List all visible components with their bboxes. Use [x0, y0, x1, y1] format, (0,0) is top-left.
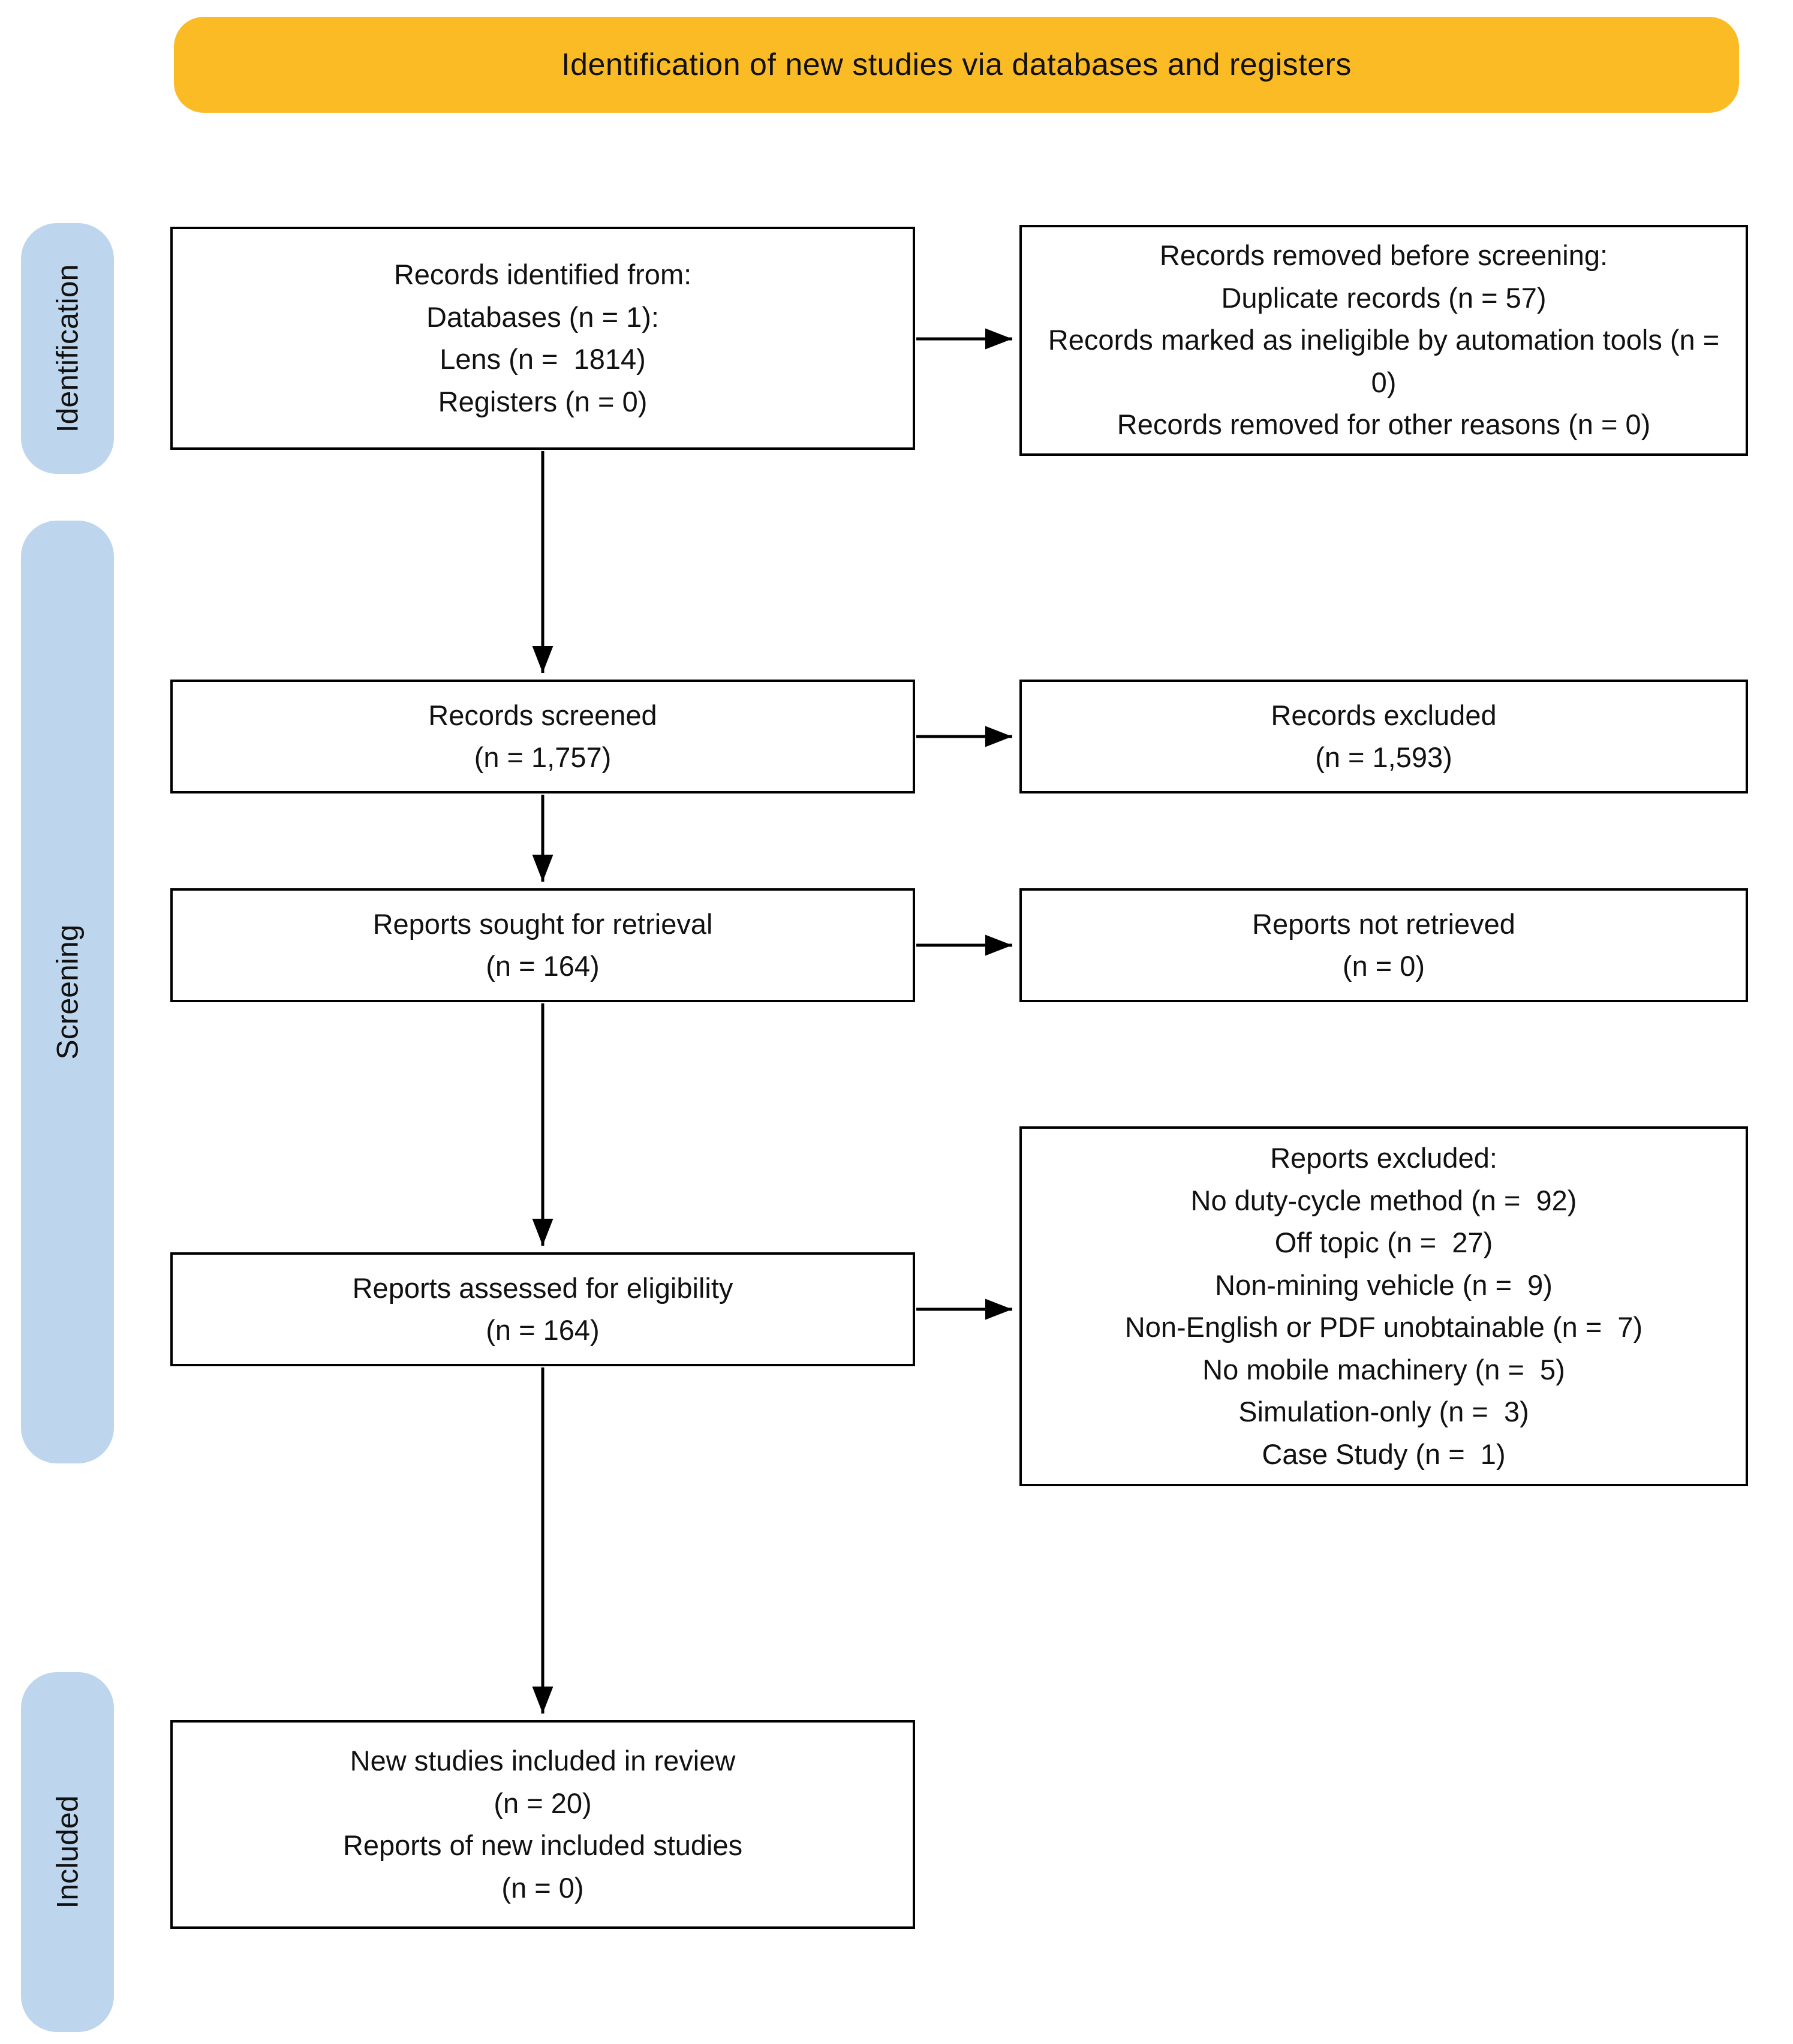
box-line: Reports assessed for eligibility — [352, 1272, 733, 1304]
box-line: Reports excluded: — [1270, 1142, 1497, 1174]
box-line: (n = 0) — [1342, 950, 1425, 982]
box-line: Records marked as ineligible by automation tools (n = 0) — [1048, 324, 1728, 398]
box-records-identified — [170, 227, 915, 450]
stage-pill-included — [21, 1672, 114, 2032]
banner-title: Identification of new studies via databases and registers — [561, 47, 1352, 82]
box-reports-not-retrieved — [1019, 888, 1748, 1002]
box-line: Non-English or PDF unobtainable (n = 7) — [1124, 1311, 1643, 1343]
box-line: (n = 20) — [494, 1787, 592, 1819]
box-line: (n = 1,593) — [1315, 741, 1452, 773]
box-line: Reports sought for retrieval — [372, 907, 713, 940]
box-line: Simulation-only (n = 3) — [1238, 1396, 1529, 1427]
box-line: (n = 164) — [486, 950, 600, 982]
box-line: Case Study (n = 1) — [1262, 1438, 1506, 1470]
box-line: Records identified from: — [393, 258, 692, 290]
box-new-studies-included — [170, 1720, 915, 1929]
box-line: Records screened — [428, 699, 657, 731]
box-line: Non-mining vehicle (n = 9) — [1215, 1269, 1553, 1301]
stage-pill-identification — [21, 223, 114, 474]
box-reports-excluded-reasons — [1019, 1126, 1748, 1486]
box-line: No mobile machinery (n = 5) — [1202, 1353, 1565, 1385]
box-line: Databases (n = 1): — [426, 300, 659, 333]
box-line: (n = 1,757) — [474, 741, 612, 773]
box-line: Registers (n = 0) — [438, 385, 648, 417]
box-reports-assessed-for-eligibility — [170, 1252, 915, 1366]
box-records-screened — [170, 680, 915, 793]
box-line: Reports not retrieved — [1252, 907, 1515, 940]
box-line: New studies included in review — [350, 1745, 736, 1777]
box-line: (n = 164) — [486, 1314, 600, 1346]
box-records-removed-before-screening — [1019, 225, 1748, 456]
box-reports-sought-for-retrieval — [170, 888, 915, 1002]
box-line: (n = 0) — [501, 1871, 584, 1904]
stage-label-screening: Screening — [50, 924, 85, 1060]
box-line: Duplicate records (n = 57) — [1221, 281, 1547, 314]
box-line: Reports of new included studies — [342, 1829, 743, 1861]
box-line: No duty-cycle method (n = 92) — [1190, 1184, 1577, 1216]
box-line: Records removed before screening: — [1159, 239, 1608, 272]
box-line: Off topic (n = 27) — [1274, 1227, 1493, 1258]
banner — [174, 17, 1739, 113]
box-line: Lens (n = 1814) — [440, 343, 646, 375]
box-line: Records excluded — [1271, 699, 1497, 731]
box-records-excluded — [1019, 680, 1748, 793]
stage-label-identification: Identification — [50, 264, 85, 433]
stage-pill-screening — [21, 521, 114, 1463]
box-line: Records removed for other reasons (n = 0) — [1117, 408, 1651, 441]
stage-label-included: Included — [50, 1795, 85, 1909]
